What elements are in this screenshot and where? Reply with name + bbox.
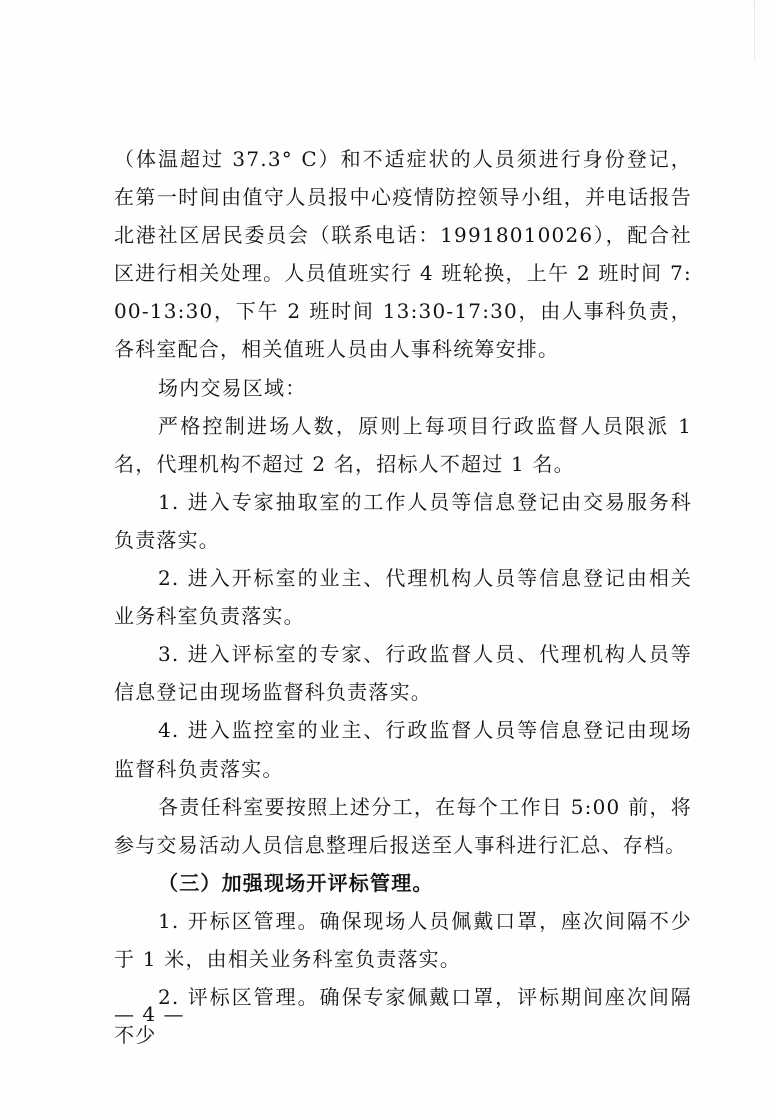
section-heading-3: （三）加强现场开评标管理。 <box>158 870 434 895</box>
scan-edge-mark <box>754 0 758 60</box>
paragraph-trading-area-heading: 场内交易区域： <box>158 375 307 400</box>
paragraph-entry-limit: 严格控制进场人数，原则上每项目行政监督人员限派 1 名，代理机构不超过 2 名，招标人不超过 1 名。 <box>114 413 692 476</box>
paragraph-item-1: 1. 进入专家抽取室的工作人员等信息登记由交易服务科负责落实。 <box>114 489 692 552</box>
paragraph-item-3: 3. 进入评标室的专家、行政监督人员、代理机构人员等信息登记由现场监督科负责落实。 <box>114 642 692 705</box>
paragraph-bid-opening-area: 1. 开标区管理。确保现场人员佩戴口罩，座次间隔不少于 1 米，由相关业务科室负责落实。 <box>114 908 692 971</box>
paragraph-item-4: 4. 进入监控室的业主、行政监督人员等信息登记由现场监督科负责落实。 <box>114 718 692 781</box>
paragraph-responsibility: 各责任科室要按照上述分工，在每个工作日 5:00 前，将参与交易活动人员信息整理后报送至人事科进行汇总、存档。 <box>114 794 692 857</box>
paragraph-bid-evaluation-area: 2. 评标区管理。确保专家佩戴口罩，评标期间座次间隔不少 <box>114 985 692 1048</box>
page-number: — 4 — <box>114 1002 185 1026</box>
document-body <box>114 140 692 1054</box>
paragraph-item-2: 2. 进入开标室的业主、代理机构人员等信息登记由相关业务科室负责落实。 <box>114 566 692 629</box>
paragraph-temperature-registration: （体温超过 37.3° C）和不适症状的人员须进行身份登记，在第一时间由值守人员报中心疫情防控领导小组，并电话报告北港社区居民委员会（联系电话：19918010026），配合社区进行相关处理。人员值班实行 4 班轮换，上午 2 班时间 7:00-13:30，下午 2 班时间 13:30-17:30，由人事科负责，各科室配合，相关值班人员由人事科统筹安排。 <box>114 147 692 362</box>
